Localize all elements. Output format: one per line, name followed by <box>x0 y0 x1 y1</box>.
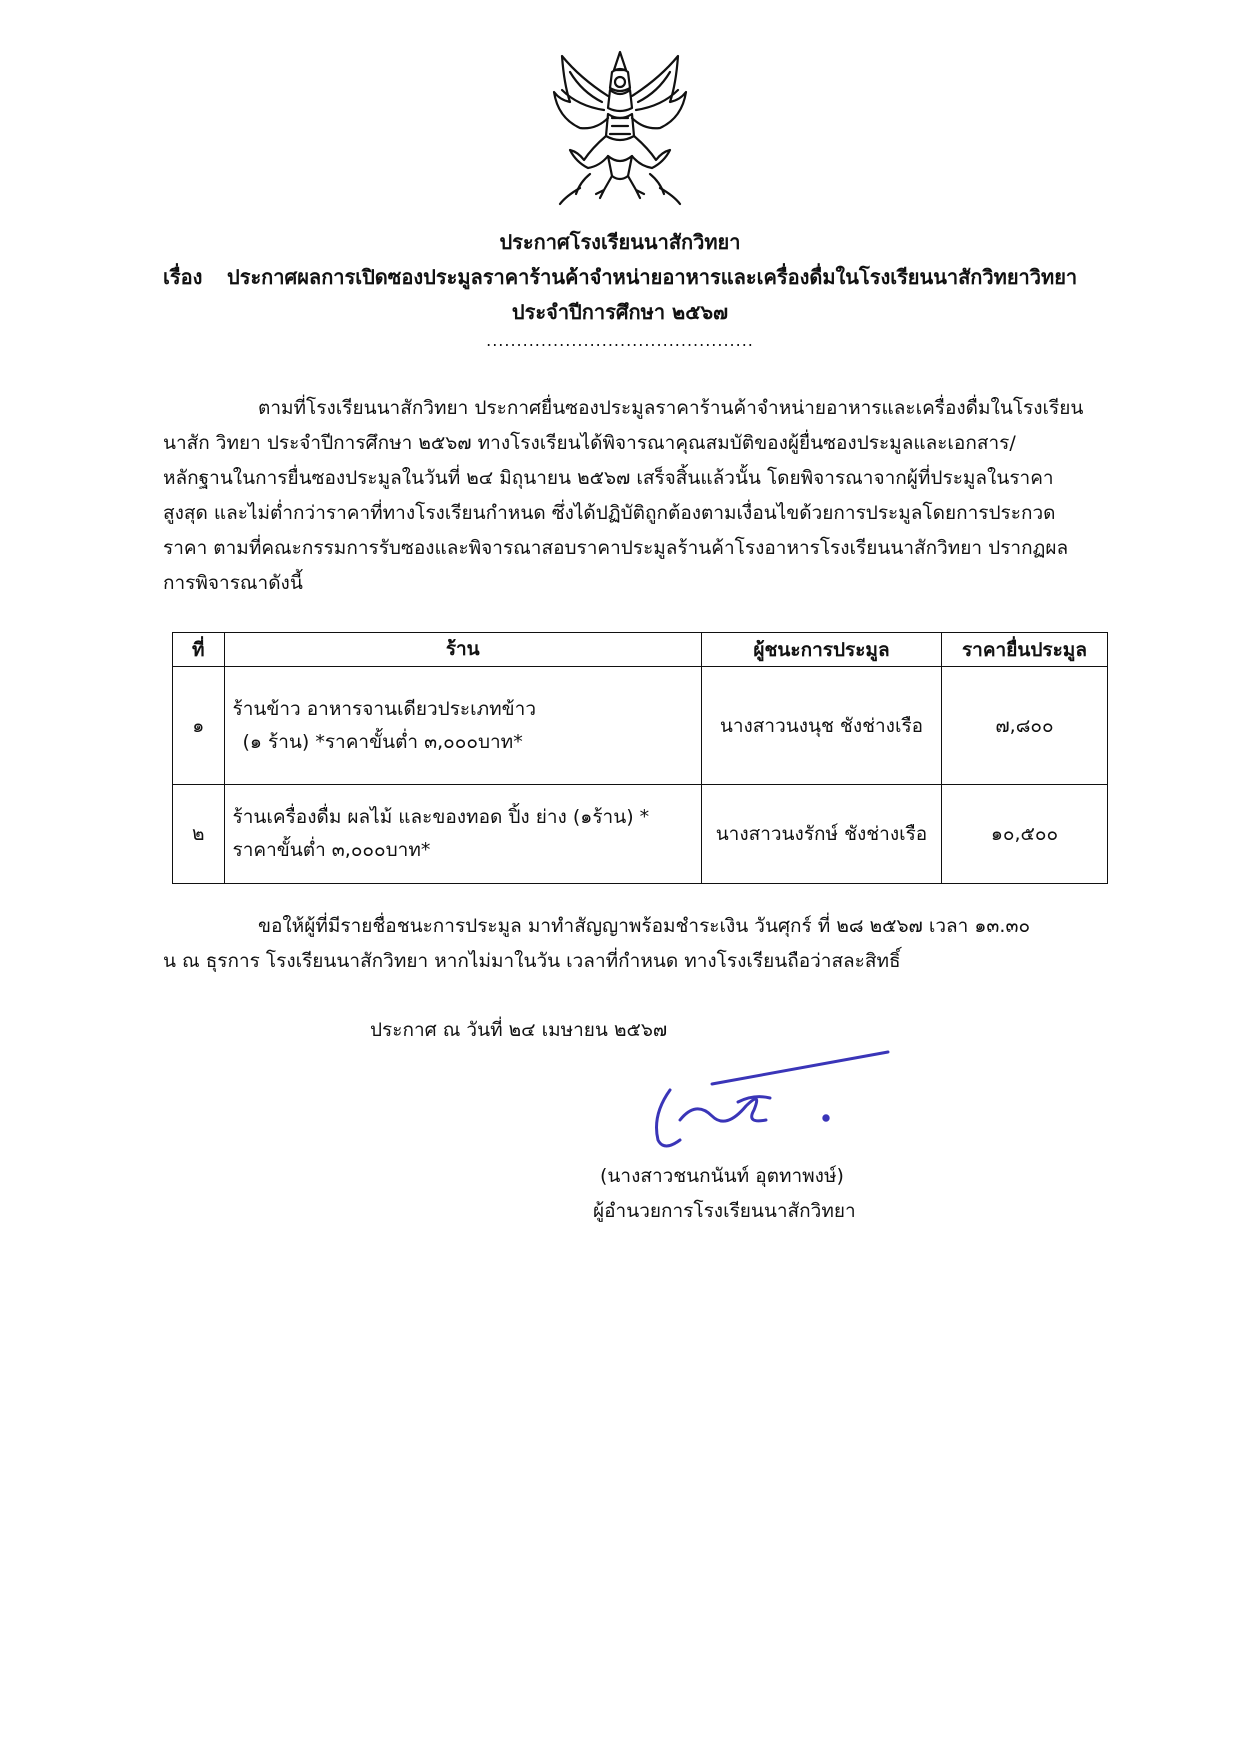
announce-date: ประกาศ ณ วันที่ ๒๔ เมษายน ๒๕๖๗ <box>370 1019 668 1041</box>
row-winner: นางสาวนงรักษ์ ชังช่างเรือ <box>702 785 942 884</box>
closing-line-2: น ณ ธุรการ โรงเรียนนาสักวิทยา หากไม่มาในวัน เวลาที่กำหนด ทางโรงเรียนถือว่าสละสิทธิ์ <box>163 950 901 972</box>
garuda-emblem-icon <box>540 48 700 208</box>
row-no: ๒ <box>173 785 225 884</box>
closing-line-1: ขอให้ผู้ที่มีรายชื่อชนะการประมูล มาทำสัญญาพร้อมชำระเงิน วันศุกร์ ที่ ๒๘ ๒๕๖๗ เวลา ๑๓.๓๐ <box>258 915 1031 937</box>
row-price: ๗,๘๐๐ <box>941 667 1107 785</box>
shop-line-1: ร้านข้าว อาหารจานเดียวประเภทข้าว <box>232 697 536 720</box>
header-winner: ผู้ชนะการประมูล <box>702 633 942 667</box>
body-line-2: นาสัก วิทยา ประจำปีการศึกษา ๒๕๖๗ ทางโรงเรียนได้พิจารณาคุณสมบัติของผู้ยื่นซองประมูลและเอกสาร/ <box>163 432 1016 454</box>
shop-line-2: (๑ ร้าน) *ราคาขั้นต่ำ ๓,๐๐๐บาท* <box>242 730 523 753</box>
subject-text: ประกาศผลการเปิดซองประมูลราคาร้านค้าจำหน่ายอาหารและเครื่องดื่มในโรงเรียนนาสักวิทยาวิทยา <box>227 265 1078 289</box>
body-line-6: การพิจารณาดังนี้ <box>163 572 303 594</box>
signatory-name: (นางสาวชนกนันท์ อุตทาพงษ์) <box>600 1165 844 1187</box>
signatory-position: ผู้อำนวยการโรงเรียนนาสักวิทยา <box>593 1200 856 1222</box>
header-shop: ร้าน <box>224 633 701 667</box>
body-line-5: ราคา ตามที่คณะกรรมการรับซองและพิจารณาสอบราคาประมูลร้านค้าโรงอาหารโรงเรียนนาสักวิทยา ปรากฏผล <box>163 537 1069 559</box>
shop-line-2: ราคาขั้นต่ำ ๓,๐๐๐บาท* <box>232 839 431 861</box>
body-line-1: ตามที่โรงเรียนนาสักวิทยา ประกาศยื่นซองประมูลราคาร้านค้าจำหน่ายอาหารและเครื่องดื่มในโรงเรียน <box>258 397 1084 419</box>
separator-dots: ............................................ <box>486 331 754 350</box>
subject-label: เรื่อง <box>163 265 203 289</box>
row-winner: นางสาวนงนุช ชังช่างเรือ <box>702 667 942 785</box>
header-price: ราคายื่นประมูล <box>941 633 1107 667</box>
row-shop <box>224 667 701 785</box>
academic-year-subtitle: ประจำปีการศึกษา ๒๕๖๗ <box>511 300 729 324</box>
row-no: ๑ <box>173 667 225 785</box>
body-line-3: หลักฐานในการยื่นซองประมูลในวันที่ ๒๔ มิถุนายน ๒๕๖๗ เสร็จสิ้นแล้วนั้น โดยพิจารณาจากผู้ที่ประมูลในราคา <box>163 467 1054 489</box>
table-row <box>173 785 1108 884</box>
announcement-title: ประกาศโรงเรียนนาสักวิทยา <box>499 230 741 254</box>
row-price: ๑๐,๕๐๐ <box>941 785 1107 884</box>
row-shop <box>224 785 701 884</box>
table-header-row <box>173 633 1108 667</box>
body-line-4: สูงสุด และไม่ต่ำกว่าราคาที่ทางโรงเรียนกำหนด ซึ่งได้ปฏิบัติถูกต้องตามเงื่อนไขด้วยการประมูลโดยการประกวด <box>163 502 1056 524</box>
header-no: ที่ <box>173 633 225 667</box>
subject-line <box>163 261 1163 293</box>
bid-results-table <box>172 632 1108 884</box>
signature-icon <box>650 1040 900 1160</box>
table-row <box>173 667 1108 785</box>
shop-line-1: ร้านเครื่องดื่ม ผลไม้ และของทอด ปิ้ง ย่าง (๑ร้าน) * <box>232 806 650 828</box>
